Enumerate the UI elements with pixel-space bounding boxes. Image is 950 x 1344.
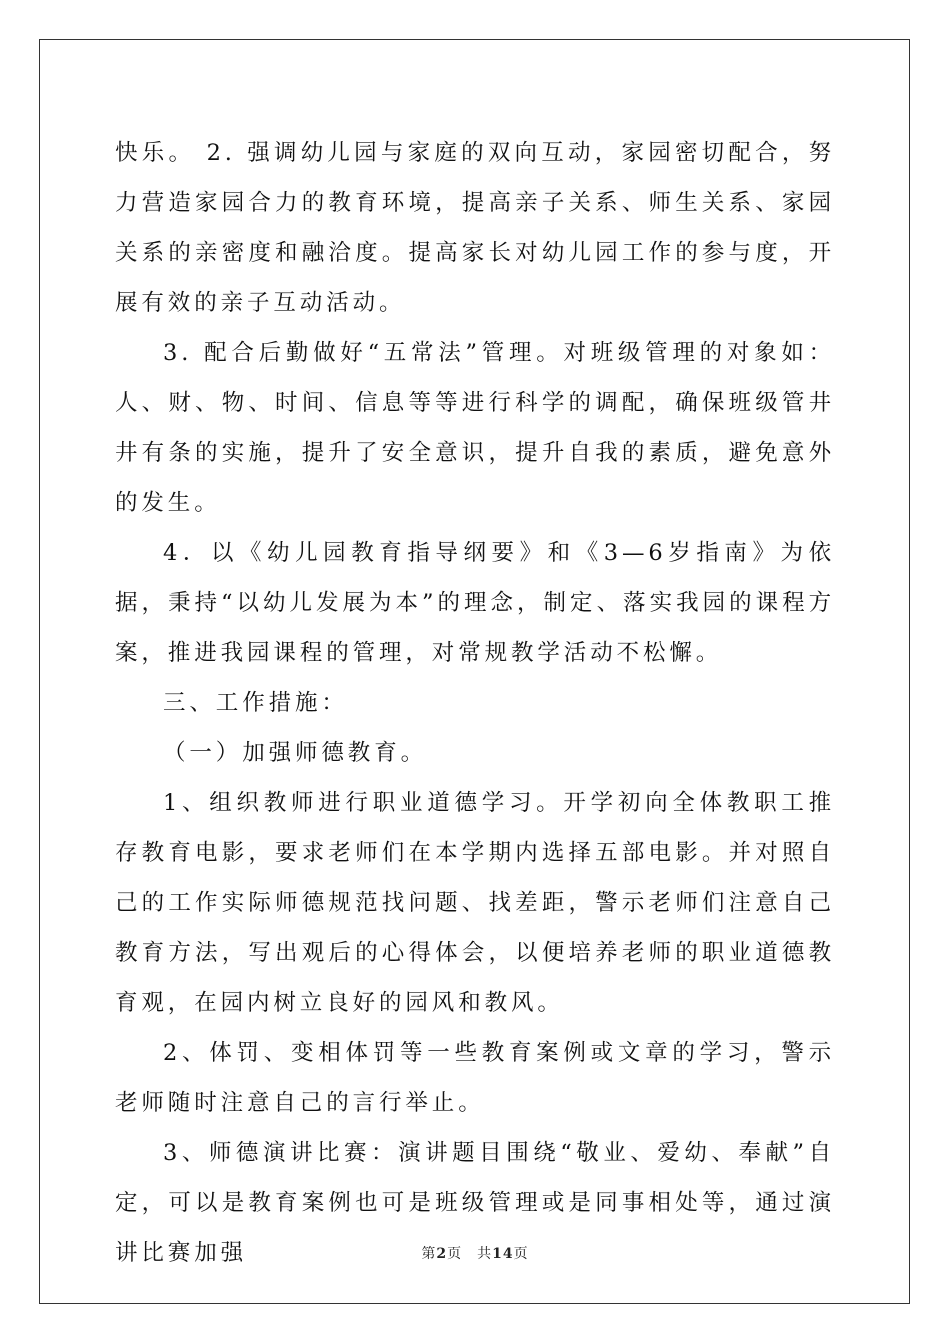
footer-prefix: 第 xyxy=(421,1246,437,1262)
paragraph-2: 3. 配合后勤做好“五常法”管理。对班级管理的对象如：人、财、物、时间、信息等等进行科学的调配，确保班级管井井有条的实施，提升了安全意识，提升自我的素质，避免意外的发生。 xyxy=(115,340,835,516)
paragraph-6: 1、组织教师进行职业道德学习。开学初向全体教职工推存教育电影，要求老师们在本学期内选择五部电影。并对照自己的工作实际师德规范找问题、找差距，警示老师们注意自己教育方法，写出观后的心得体会，以便培养老师的职业道德教育观，在园内树立良好的园风和教风。 xyxy=(115,790,835,1016)
paragraph-1: 快乐。 2. 强调幼儿园与家庭的双向互动，家园密切配合，努力营造家园合力的教育环境，提高亲子关系、师生关系、家园关系的亲密度和融洽度。提高家长对幼儿园工作的参与度，开展有效的亲子互动活动。 xyxy=(115,140,835,316)
paragraph-3: 4．以《幼儿园教育指导纲要》和《3—6岁指南》为依据，秉持“以幼儿发展为本”的理念，制定、落实我园的课程方案，推进我园课程的管理，对常规教学活动不松懈。 xyxy=(115,540,835,666)
footer-suffix: 页 xyxy=(513,1246,529,1262)
page-footer xyxy=(0,1243,950,1263)
paragraph-8: 3、师德演讲比赛：演讲题目围绕“敬业、爱幼、奉献”自定，可以是教育案例也可是班级管理或是同事相处等，通过演讲比赛加强 xyxy=(115,1140,835,1266)
footer-total-pages: 14 xyxy=(492,1246,514,1262)
paragraph-7: 2、体罚、变相体罚等一些教育案例或文章的学习，警示老师随时注意自己的言行举止。 xyxy=(115,1040,835,1116)
footer-middle: 页 共 xyxy=(447,1246,493,1262)
subsection-heading-teacher-ethics: （一）加强师德教育。 xyxy=(163,740,428,766)
footer-current-page: 2 xyxy=(436,1246,448,1262)
document-body xyxy=(115,128,835,1278)
section-heading-work-measures: 三、工作措施： xyxy=(163,690,348,716)
